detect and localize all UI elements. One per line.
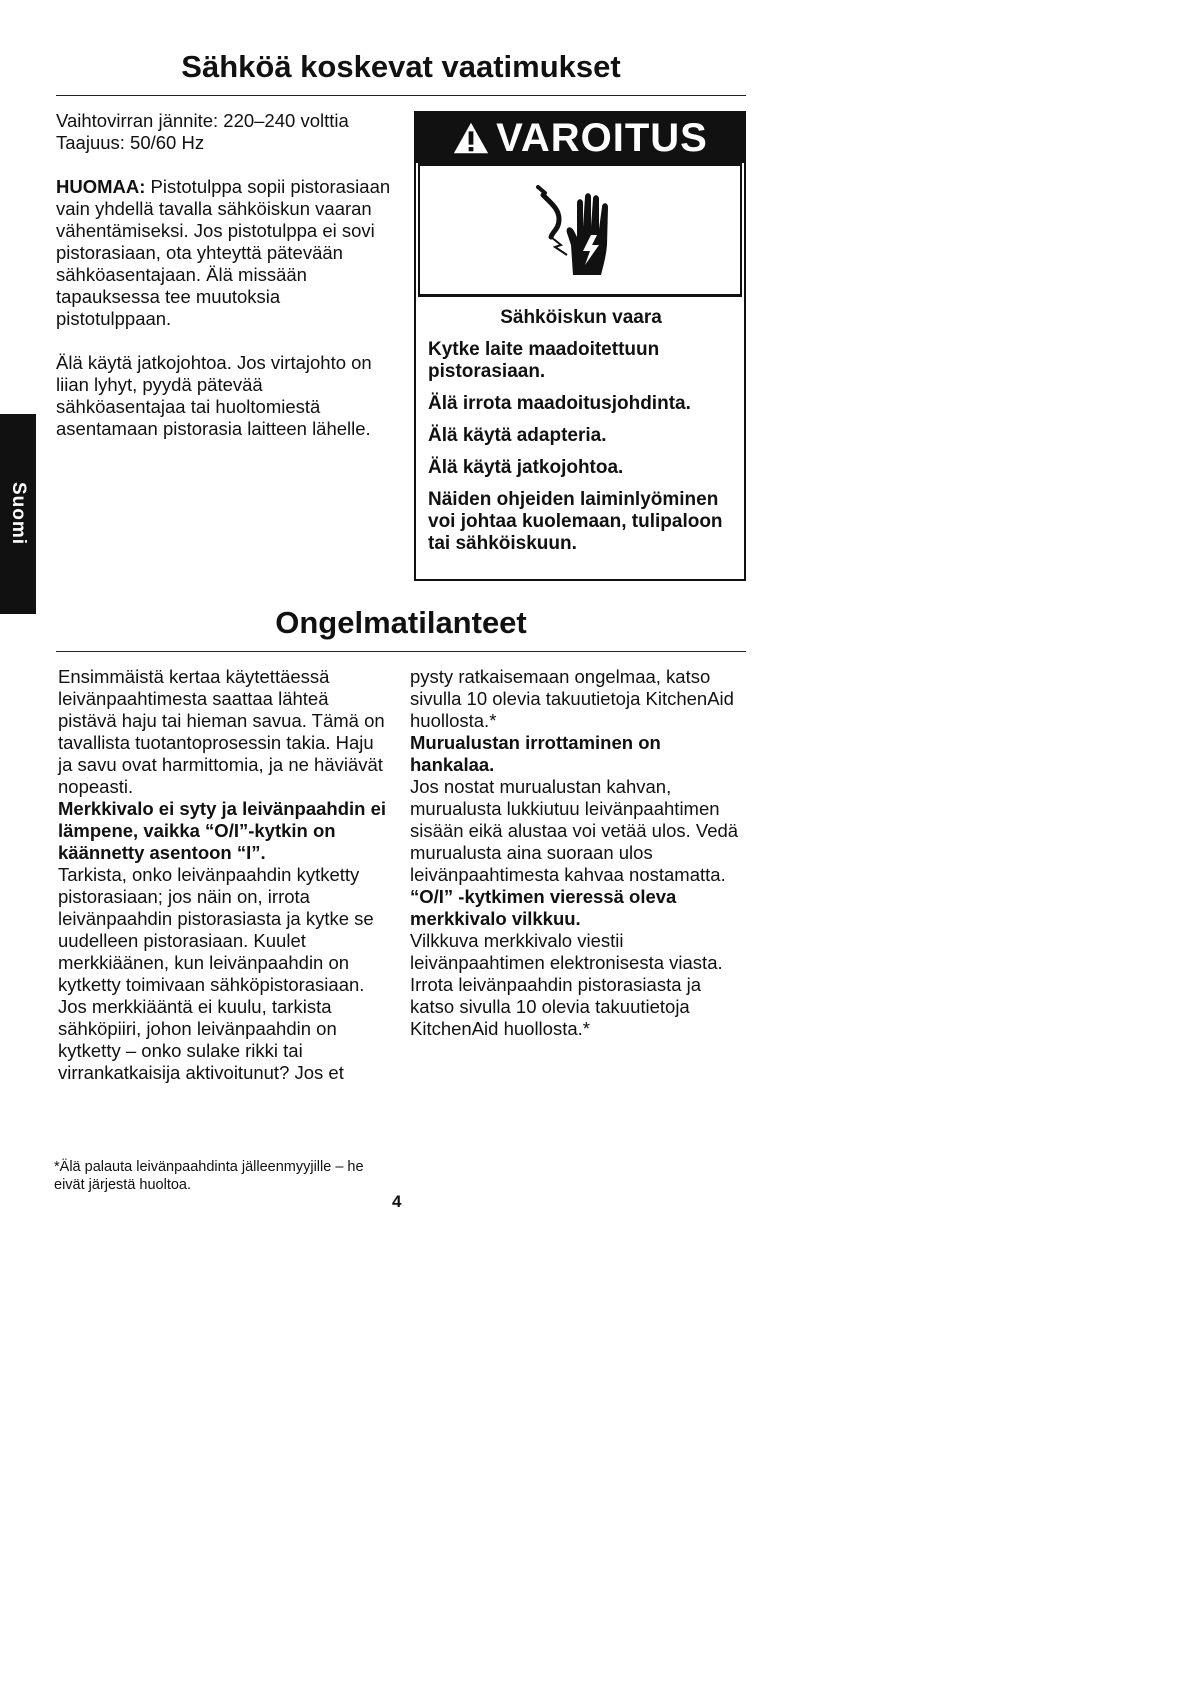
title-divider xyxy=(56,651,746,652)
warning-line-adapter: Älä käytä adapteria. xyxy=(428,425,607,446)
language-side-tab xyxy=(0,414,36,614)
warning-subtitle: Sähköiskun vaara xyxy=(500,307,662,328)
section-title-electrical: Sähköä koskevat vaatimukset xyxy=(181,49,621,84)
troubleshooting-left-column xyxy=(58,666,388,1084)
continuation-paragraph: pysty ratkaisemaan ongelmaa, katso sivulla 10 olevia takuutietoja KitchenAid huollosta.* xyxy=(410,666,734,731)
electrical-requirements-text xyxy=(56,110,396,440)
section-title-troubleshooting: Ongelmatilanteet xyxy=(275,605,527,640)
problem-text-no-heat: Tarkista, onko leivänpaahdin kytketty pistorasiaan; jos näin on, irrota leivänpaahdin pistorasiasta ja kytke se uudelleen pistorasiaan. Kuulet merkkiäänen, kun leivänpaahdin on kytketty toimivaan sähköpistorasiaan. Jos merkkiääntä ei kuulu, tarkista sähköpiiri, johon leivänpaahdin on kytketty – onko sulake rikki tai virrankatkaisija aktivoitunut? Jos et xyxy=(58,864,374,1083)
problem-heading-crumb-tray: Murualustan irrottaminen on hankalaa. xyxy=(410,732,661,775)
note-paragraph xyxy=(56,176,396,330)
note-label: HUOMAA: xyxy=(56,176,146,197)
problem-text-blinking-light: Vilkkuva merkkivalo viestii leivänpaahtimen elektronisesta viasta. Irrota leivänpaahdin pistorasiasta ja katso sivulla 10 olevia takuutietoja KitchenAid huollosta.* xyxy=(410,930,723,1039)
warning-line-extension: Älä käytä jatkojohtoa. xyxy=(428,457,624,478)
intro-paragraph: Ensimmäistä kertaa käytettäessä leivänpaahtimesta saattaa lähteä pistävä haju tai hieman savua. Tämä on tavallista tuotantoprosessin takia. Haju ja savu ovat harmittomia, ja ne häviävät nopeasti. xyxy=(58,666,385,797)
warning-header-label: VAROITUS xyxy=(496,115,708,160)
voltage-line: Vaihtovirran jännite: 220–240 volttia xyxy=(56,110,349,131)
footnote: *Älä palauta leivänpaahdinta jälleenmyyjille – he eivät järjestä huoltoa. xyxy=(54,1159,364,1193)
warning-line-ground-wire: Älä irrota maadoitusjohdinta. xyxy=(428,393,691,414)
note-text: Pistotulppa sopii pistorasiaan vain yhdellä tavalla sähköiskun vaaran vähentämiseksi. Jos pistotulppa ei sovi pistorasiaan, ota yhteyttä pätevään sähköasentajaan. Älä missään tapauksessa tee muutoksia pistotulppaan. xyxy=(56,176,391,329)
electric-shock-hand-icon xyxy=(525,175,635,285)
problem-heading-no-heat: Merkkivalo ei syty ja leivänpaahdin ei lämpene, vaikka “O/I”-kytkin on käännetty asentoon “I”. xyxy=(58,798,387,863)
title-divider xyxy=(56,95,746,96)
warning-line-consequence: Näiden ohjeiden laiminlyöminen voi johtaa kuolemaan, tulipaloon tai sähköiskuun. xyxy=(428,489,723,554)
troubleshooting-right-column xyxy=(410,666,750,1040)
warning-body xyxy=(416,297,744,555)
warning-line-ground: Kytke laite maadoitettuun pistorasiaan. xyxy=(428,339,660,382)
warning-header xyxy=(416,113,744,163)
warning-triangle-icon xyxy=(452,120,490,156)
problem-heading-blinking-light: “O/I” -kytkimen vieressä oleva merkkivalo vilkkuu. xyxy=(410,886,677,929)
problem-text-crumb-tray: Jos nostat murualustan kahvan, murualusta lukkiutuu leivänpaahtimen sisään eikä alustaa voi vetää ulos. Vedä murualusta aina suoraan ulos leivänpaahtimesta kahvaa nostamatta. xyxy=(410,776,739,885)
page-number: 4 xyxy=(392,1192,402,1211)
extension-cord-paragraph: Älä käytä jatkojohtoa. Jos virtajohto on liian lyhyt, pyydä pätevää sähköasentajaa tai huoltomiestä asentamaan pistorasia laitteen lähelle. xyxy=(56,352,372,439)
frequency-line: Taajuus: 50/60 Hz xyxy=(56,132,205,153)
warning-box xyxy=(414,111,746,581)
warning-icon-area xyxy=(418,163,742,297)
language-label: Suomi xyxy=(8,482,29,546)
